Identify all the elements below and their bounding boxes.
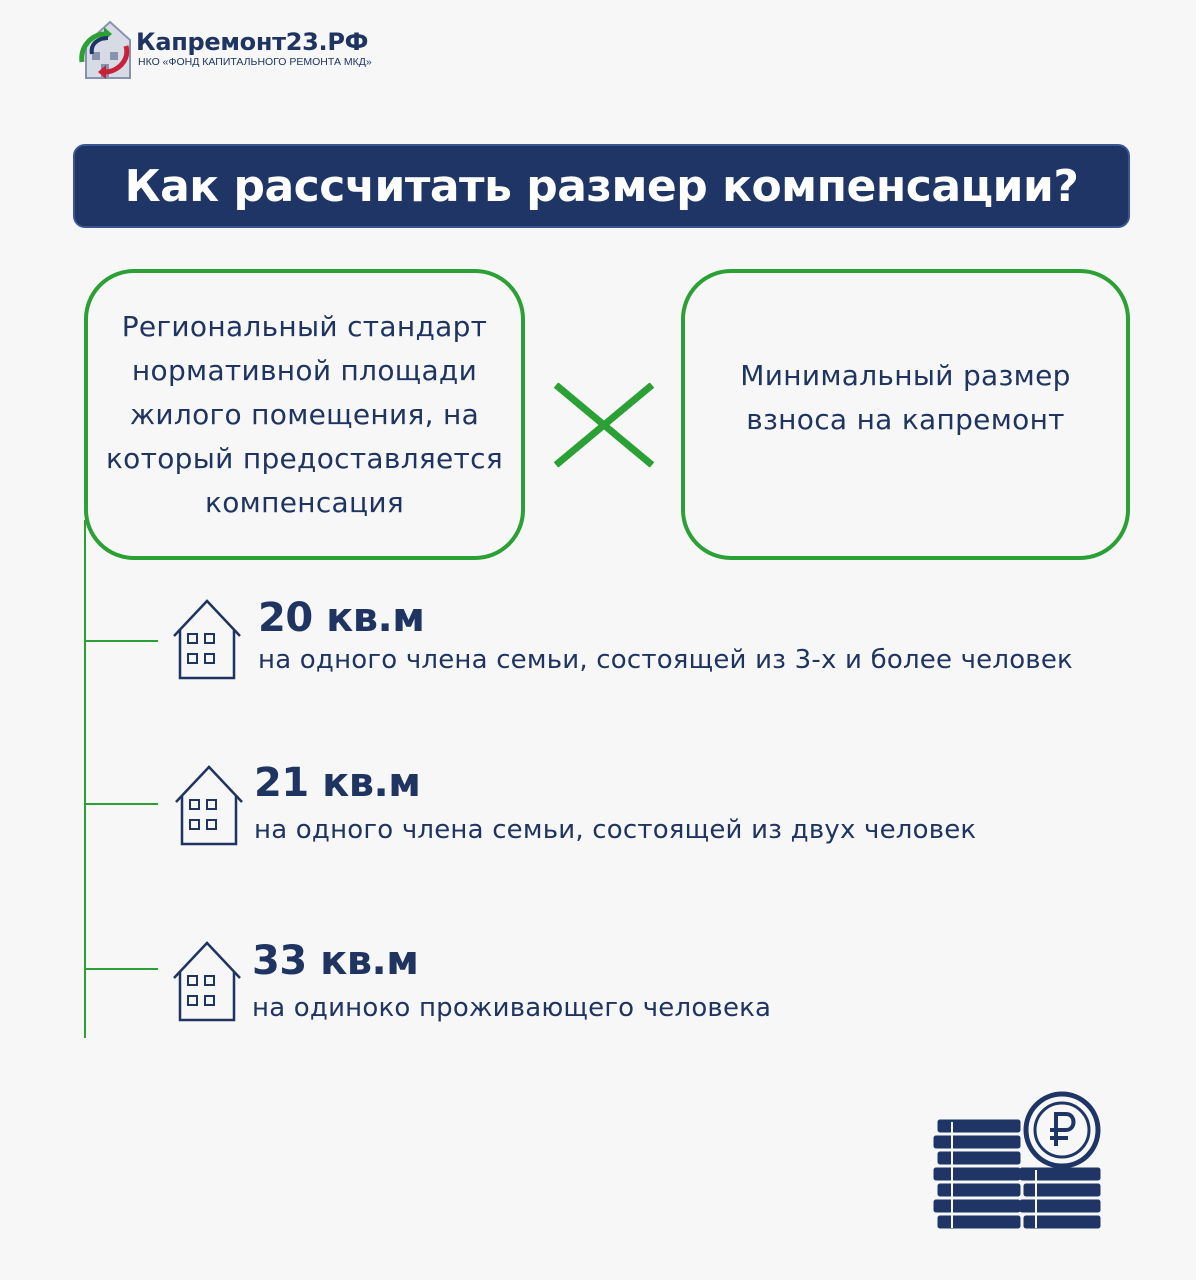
logo	[78, 16, 372, 80]
coins-ruble-icon	[930, 1088, 1105, 1233]
house-icon	[174, 764, 244, 848]
area-value-single-person: 33 кв.м	[252, 938, 419, 984]
tree-vertical-line	[84, 520, 86, 1038]
logo-name: Капремонт23.РФ	[136, 28, 369, 56]
tree-branch-line	[84, 640, 158, 642]
house-icon	[172, 940, 242, 1024]
right-box-line: взноса на капремонт	[746, 402, 1065, 436]
right-box-line: Минимальный размер	[740, 358, 1071, 392]
tree-branch-line	[84, 803, 158, 805]
page-title: Как рассчитать размер компенсации?	[124, 160, 1079, 212]
left-box-line: который предоставляется	[105, 441, 504, 475]
multiply-icon	[552, 383, 656, 467]
regional-standard-box	[84, 269, 525, 560]
left-box-line: компенсация	[205, 485, 404, 519]
minimum-contribution-box	[681, 269, 1130, 560]
area-description-two-person-family: на одного члена семьи, состоящей из двух человек	[254, 815, 977, 845]
title-banner	[73, 144, 1130, 228]
area-description-large-family: на одного члена семьи, состоящей из 3-х и более человек	[258, 645, 1073, 675]
logo-subtitle: НКО «ФОНД КАПИТАЛЬНОГО РЕМОНТА МКД»	[138, 56, 372, 68]
left-box-line: нормативной площади	[131, 353, 478, 387]
left-box-line: Региональный стандарт	[121, 309, 488, 343]
tree-branch-line	[84, 968, 158, 970]
left-box-line: жилого помещения, на	[129, 397, 480, 431]
house-arrows-logo-icon	[78, 16, 134, 80]
area-value-two-person-family: 21 кв.м	[254, 760, 421, 806]
area-description-single-person: на одиноко проживающего человека	[252, 993, 772, 1023]
house-icon	[172, 598, 242, 682]
area-value-large-family: 20 кв.м	[258, 595, 425, 641]
